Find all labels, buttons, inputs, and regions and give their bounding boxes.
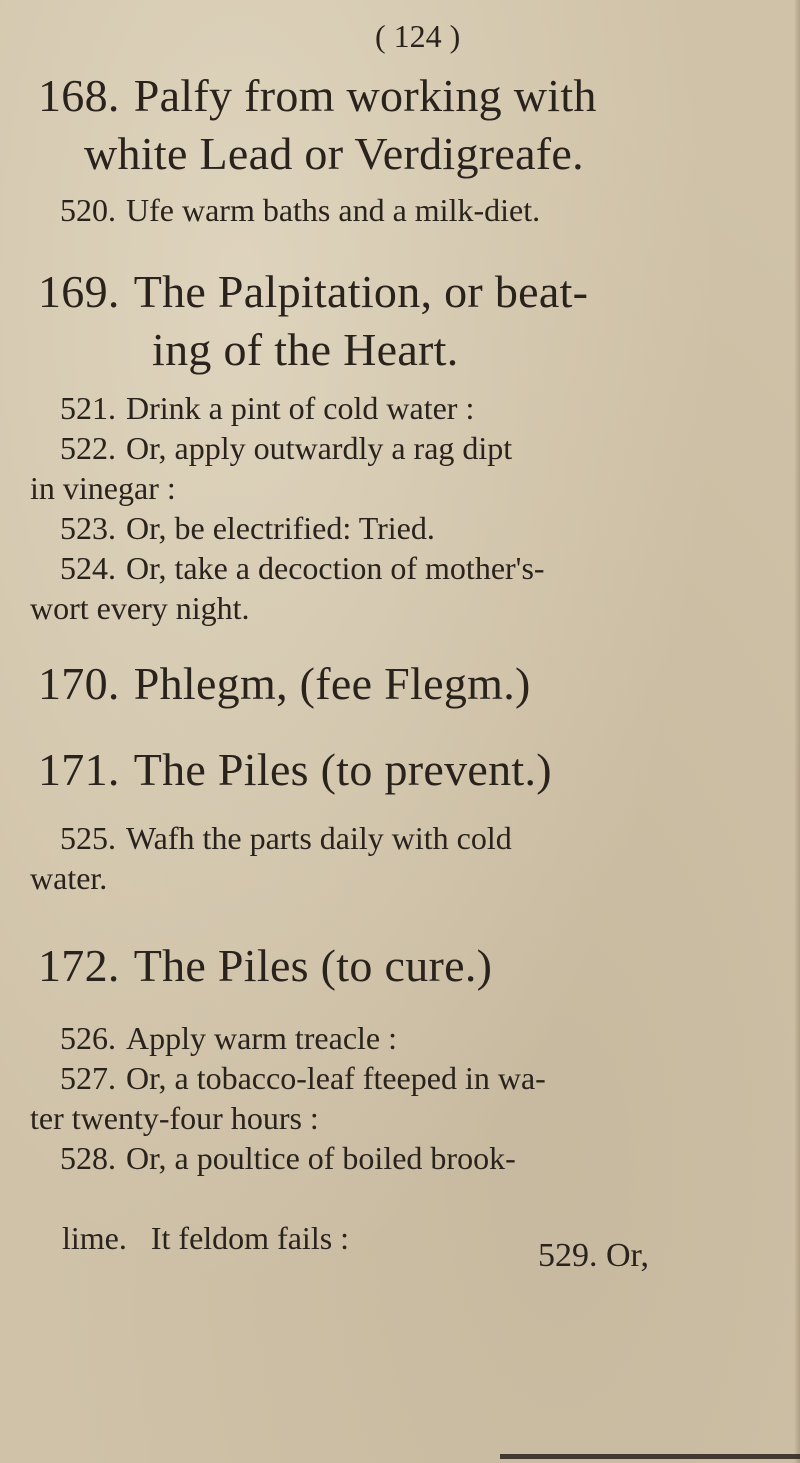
entry-title-line1: The Piles (to prevent.)	[133, 744, 552, 795]
remedy-number: 522.	[60, 430, 116, 466]
entry-title-line2: white Lead or Verdigreafe.	[84, 128, 584, 179]
page-bottom-rule	[500, 1454, 800, 1459]
remedy-522	[60, 428, 512, 468]
remedy-text-cont: water.	[30, 860, 108, 896]
remedy-525	[60, 818, 512, 858]
remedy-text: Apply warm treacle :	[126, 1020, 397, 1056]
page-number: ( 124 )	[375, 18, 461, 54]
remedy-number: 521.	[60, 390, 116, 426]
remedy-number: 525.	[60, 820, 116, 856]
remedy-526	[60, 1018, 397, 1058]
entry-number: 170.	[38, 658, 120, 709]
entry-title-line1: The Palpitation, or beat-	[133, 266, 589, 317]
remedy-text: Or, a tobacco-leaf fteeped in wa-	[126, 1060, 546, 1096]
remedy-528	[60, 1138, 516, 1178]
remedy-521	[60, 388, 474, 428]
entry-title-line1: Palfy from working with	[133, 70, 597, 121]
remedy-number: 520.	[60, 192, 116, 228]
remedy-text: Drink a pint of cold water :	[126, 390, 475, 426]
entry-number: 168.	[38, 70, 120, 121]
entry-heading-172	[38, 938, 492, 994]
entry-heading-169	[38, 264, 588, 320]
entry-number: 172.	[38, 940, 120, 991]
remedy-522-cont	[30, 468, 176, 508]
remedy-text: Wafh the parts daily with cold	[126, 820, 512, 856]
entry-title-line1: The Piles (to cure.)	[133, 940, 493, 991]
remedy-527	[60, 1058, 546, 1098]
remedy-520	[60, 190, 540, 230]
entry-heading-168-cont	[84, 126, 584, 182]
remedy-number: 528.	[60, 1140, 116, 1176]
entry-heading-171	[38, 742, 552, 798]
remedy-524-cont	[30, 588, 250, 628]
remedy-527-cont	[30, 1098, 319, 1138]
entry-heading-168	[38, 68, 597, 124]
catchword: 529. Or,	[538, 1237, 650, 1274]
remedy-number: 526.	[60, 1020, 116, 1056]
remedy-text: Or, take a decoction of mother's-	[126, 550, 545, 586]
entry-heading-169-cont	[152, 322, 459, 378]
remedy-text: Or, apply outwardly a rag dipt	[126, 430, 513, 466]
remedy-text-cont: lime. It feldom fails :	[62, 1220, 350, 1256]
remedy-number: 527.	[60, 1060, 116, 1096]
entry-title-line1: Phlegm, (fee Flegm.)	[133, 658, 531, 709]
remedy-525-cont	[30, 858, 107, 898]
remedy-number: 524.	[60, 550, 116, 586]
remedy-number: 523.	[60, 510, 116, 546]
entry-heading-170	[38, 656, 531, 712]
entry-number: 171.	[38, 744, 120, 795]
remedy-text-cont: wort every night.	[30, 590, 250, 626]
entry-title-line2: ing of the Heart.	[152, 324, 459, 375]
remedy-text-cont: in vinegar :	[30, 470, 176, 506]
remedy-text: Or, be electrified: Tried.	[126, 510, 435, 546]
remedy-text: Or, a poultice of boiled brook-	[126, 1140, 516, 1176]
remedy-524	[60, 548, 545, 588]
page-edge-shadow	[794, 0, 800, 1463]
remedy-523	[60, 508, 435, 548]
remedy-text-cont: ter twenty-four hours :	[30, 1100, 319, 1136]
remedy-528-cont	[30, 1178, 349, 1298]
entry-number: 169.	[38, 266, 120, 317]
remedy-text: Ufe warm baths and a milk-diet.	[126, 192, 541, 228]
